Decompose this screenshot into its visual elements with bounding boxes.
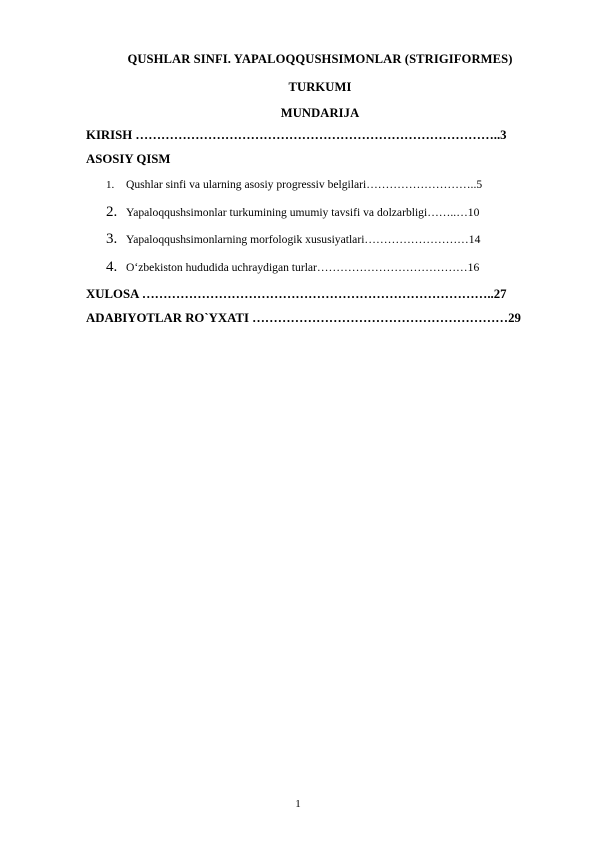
page-number: 1 xyxy=(295,798,301,810)
document-title-line-2: TURKUMI xyxy=(288,80,352,94)
toc-chapter-2 xyxy=(106,204,479,221)
toc-dot-leader: ………………………………… xyxy=(316,261,468,274)
toc-chapter-3 xyxy=(106,231,480,248)
toc-entry-label: ASOSIY QISM xyxy=(86,152,171,166)
toc-dot-leader: …………………………………………………… xyxy=(248,311,509,325)
toc-dot-leader: ………………………………………………………………………….. xyxy=(132,128,501,142)
toc-page-number: 27 xyxy=(493,287,507,301)
toc-page-number: 29 xyxy=(508,311,521,325)
toc-chapter-4 xyxy=(106,259,479,276)
toc-dot-leader: ……..… xyxy=(427,206,468,219)
toc-page-number: 5 xyxy=(476,178,483,191)
toc-chapter-label: Yapaloqqushsimonlar turkumining umumiy tavsifi va dolzarbligi xyxy=(126,206,428,219)
toc-chapter-number: 1. xyxy=(106,179,115,191)
toc-entry-references xyxy=(86,311,521,326)
toc-entry-label: XULOSA xyxy=(86,287,139,301)
toc-chapter-1 xyxy=(106,178,482,191)
toc-page-number: 14 xyxy=(468,233,481,246)
toc-page-number: 16 xyxy=(467,261,480,274)
toc-entry-main-part xyxy=(86,152,171,167)
toc-dot-leader: ……………………….. xyxy=(366,178,477,191)
toc-chapter-number: 4. xyxy=(106,259,118,275)
toc-page-number: 3 xyxy=(500,128,507,142)
toc-entry-label: ADABIYOTLAR RO`YXATI xyxy=(86,311,249,325)
toc-entry-conclusion xyxy=(86,287,507,302)
toc-entry-label: KIRISH xyxy=(86,128,133,142)
document-title-line-1: QUSHLAR SINFI. YAPALOQQUSHSIMONLAR (STRIGIFORMES) xyxy=(127,52,513,66)
toc-dot-leader: ……………………………………………………………………….. xyxy=(138,287,494,301)
toc-chapter-label: O‘zbekiston hududida uchraydigan turlar xyxy=(126,261,317,274)
toc-dot-leader: ……………………… xyxy=(364,233,469,246)
toc-chapter-label: Qushlar sinfi va ularning asosiy progressiv belgilari xyxy=(126,178,367,191)
toc-page-number: 10 xyxy=(467,206,480,219)
toc-chapter-number: 3. xyxy=(106,231,118,247)
toc-entry-intro xyxy=(86,128,507,143)
toc-chapter-number: 2. xyxy=(106,204,118,220)
toc-chapter-label: Yapaloqqushsimonlarning morfologik xususiyatlari xyxy=(126,233,365,246)
toc-heading: MUNDARIJA xyxy=(280,106,360,120)
